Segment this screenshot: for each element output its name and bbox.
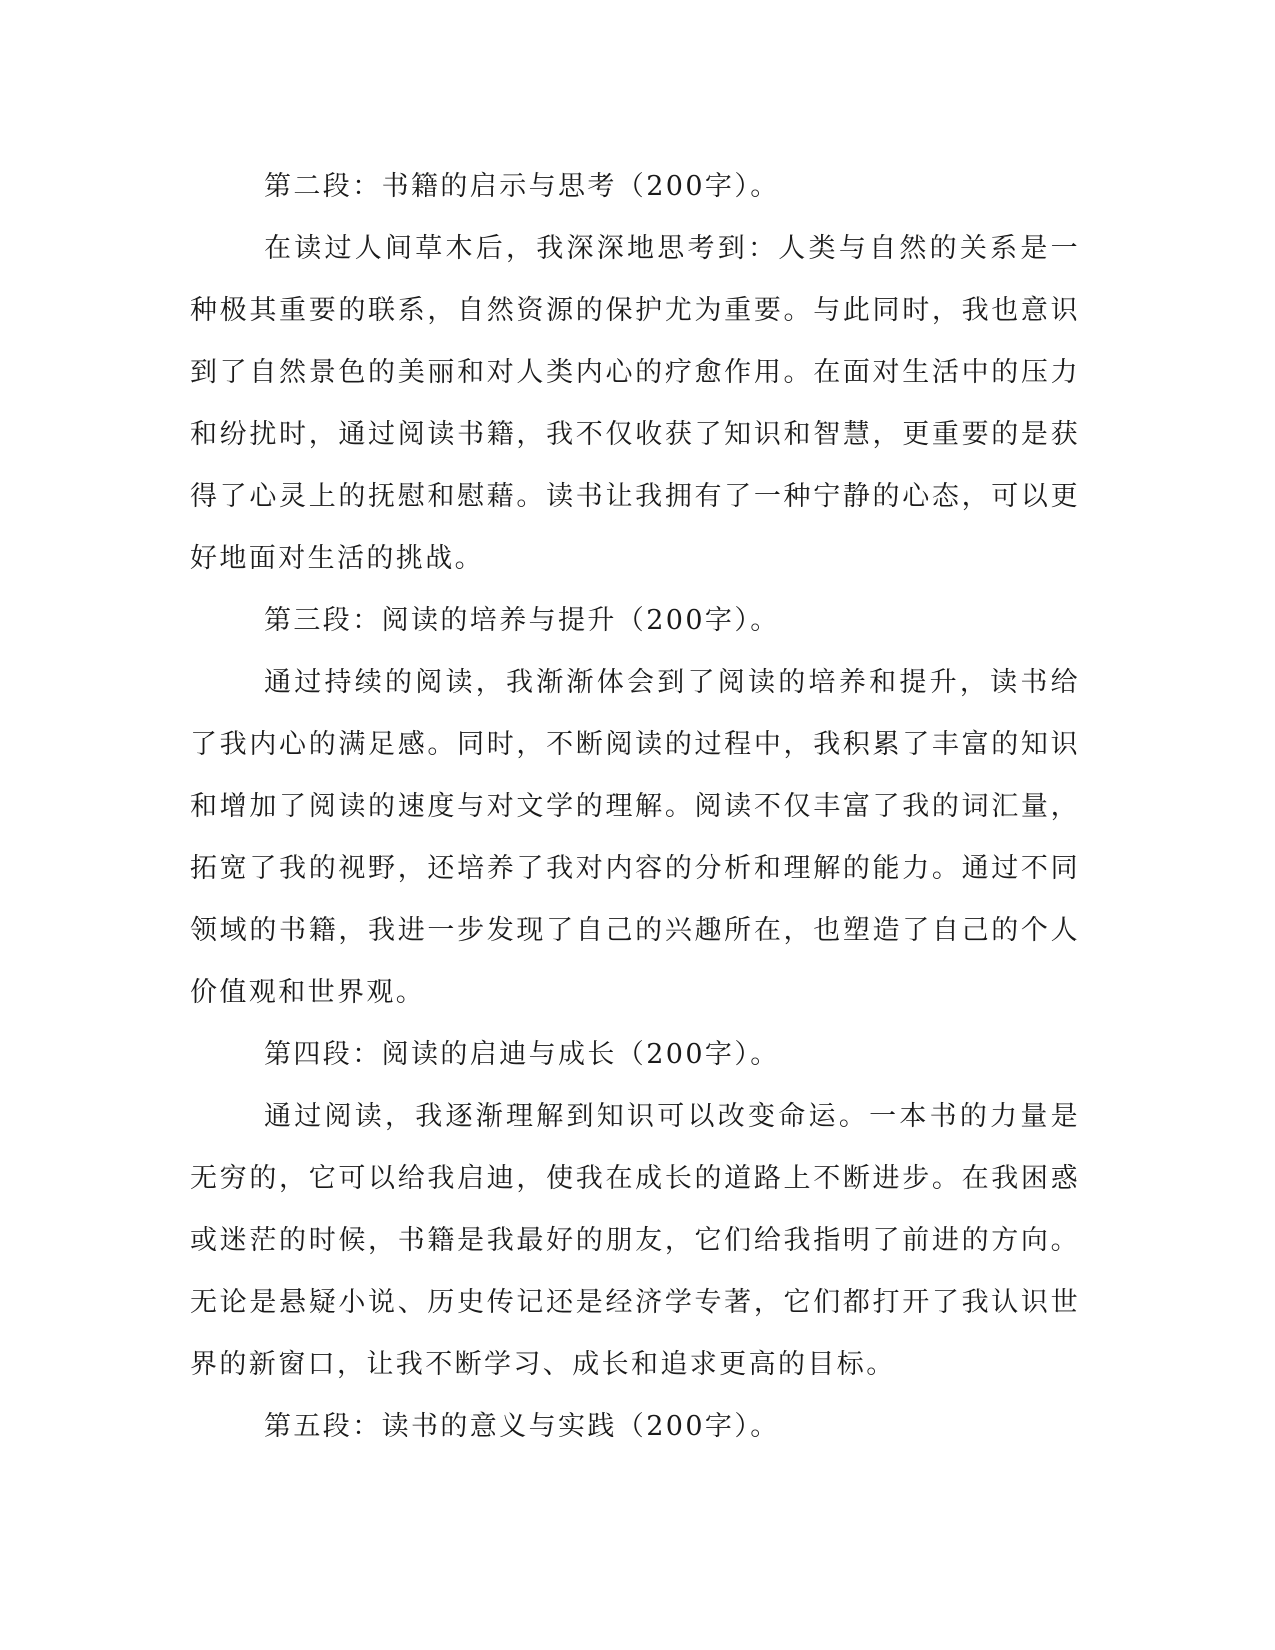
section-4-paragraph: 通过阅读，我逐渐理解到知识可以改变命运。一本书的力量是无穷的，它可以给我启迪，使我在成长的道路上不断进步。在我困惑或迷茫的时候，书籍是我最好的朋友，它们给我指明了前进的方向。无论是悬疑小说、历史传记还是经济学专著，它们都打开了我认识世界的新窗口，让我不断学习、成长和追求更高的目标。 bbox=[190, 1101, 1080, 1380]
document-body bbox=[190, 156, 1080, 1458]
section-5-heading: 第五段：读书的意义与实践（200字）。 bbox=[264, 1411, 780, 1442]
section-2-heading: 第二段：书籍的启示与思考（200字）。 bbox=[264, 171, 780, 202]
section-2-paragraph: 在读过人间草木后，我深深地思考到：人类与自然的关系是一种极其重要的联系，自然资源的保护尤为重要。与此同时，我也意识到了自然景色的美丽和对人类内心的疗愈作用。在面对生活中的压力和纷扰时，通过阅读书籍，我不仅收获了知识和智慧，更重要的是获得了心灵上的抚慰和慰藉。读书让我拥有了一种宁静的心态，可以更好地面对生活的挑战。 bbox=[190, 233, 1080, 574]
section-4-heading: 第四段：阅读的启迪与成长（200字）。 bbox=[264, 1039, 780, 1070]
section-3-paragraph: 通过持续的阅读，我渐渐体会到了阅读的培养和提升，读书给了我内心的满足感。同时，不断阅读的过程中，我积累了丰富的知识和增加了阅读的速度与对文学的理解。阅读不仅丰富了我的词汇量，拓宽了我的视野，还培养了我对内容的分析和理解的能力。通过不同领域的书籍，我进一步发现了自己的兴趣所在，也塑造了自己的个人价值观和世界观。 bbox=[190, 667, 1080, 1008]
section-3-heading: 第三段：阅读的培养与提升（200字）。 bbox=[264, 605, 780, 636]
